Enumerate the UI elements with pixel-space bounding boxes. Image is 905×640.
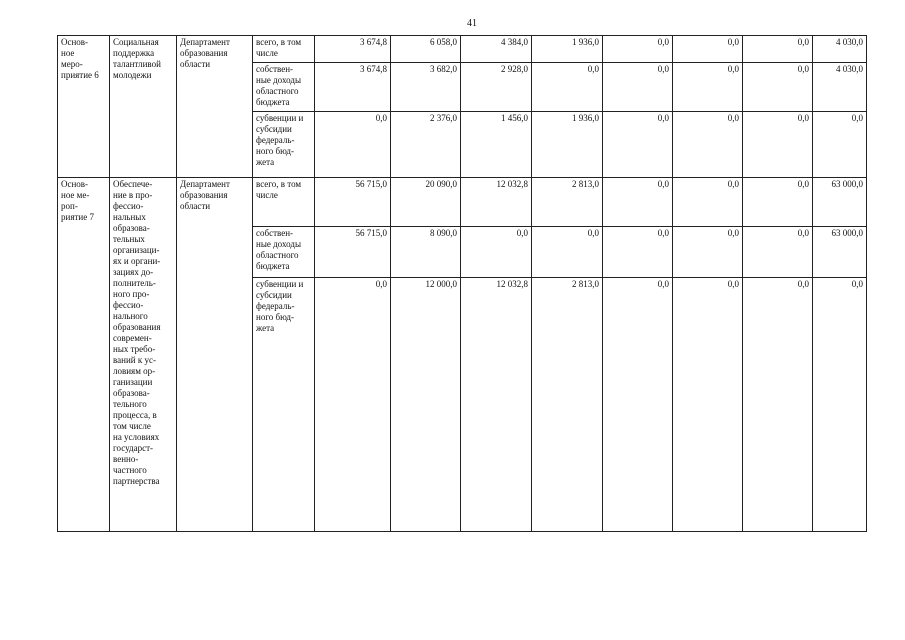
table-row: [58, 178, 867, 227]
value-cell: 8 090,0: [391, 227, 461, 278]
value-cell: 0,0: [603, 112, 673, 178]
value-cell: 0,0: [673, 36, 743, 63]
value-cell: 56 715,0: [315, 178, 391, 227]
event-cell: Основ- ное ме- роп- риятие 7: [58, 178, 110, 532]
value-cell: 0,0: [743, 227, 813, 278]
value-cell: 2 813,0: [532, 178, 603, 227]
value-cell: 3 674,8: [315, 36, 391, 63]
value-cell: 0,0: [603, 63, 673, 112]
value-cell: 3 682,0: [391, 63, 461, 112]
value-cell: 12 000,0: [391, 278, 461, 532]
value-cell: 1 936,0: [532, 36, 603, 63]
event-name-cell: Социальная поддержка талантливой молодежи: [110, 36, 177, 178]
funding-source-cell: собствен- ные доходы областного бюджета: [253, 227, 315, 278]
value-cell: 0,0: [532, 63, 603, 112]
value-cell: 0,0: [673, 63, 743, 112]
value-cell: 0,0: [603, 36, 673, 63]
value-cell: 0,0: [743, 112, 813, 178]
funding-source-cell: субвенции и субсидии федераль- ного бюд- жета: [253, 112, 315, 178]
value-cell: 12 032,8: [461, 278, 532, 532]
value-cell: 4 384,0: [461, 36, 532, 63]
value-cell: 6 058,0: [391, 36, 461, 63]
executor-cell: Департамент образования области: [177, 36, 253, 178]
event-name-cell: Обеспече- ние в про- фессио- нальных образова- тельных организаци- ях и органи- зациях до- полнитель- ного про- фессио- нального образования современ- ных требо- ваний к ус- ловиям ор- ганизации образова- тельного процесса, в том числе на условиях государст- венно- частного партнерства: [110, 178, 177, 532]
value-cell: 4 030,0: [813, 36, 867, 63]
value-cell: 0,0: [743, 63, 813, 112]
value-cell: 2 928,0: [461, 63, 532, 112]
funding-source-cell: субвенции и субсидии федераль- ного бюд- жета: [253, 278, 315, 532]
value-cell: 0,0: [603, 278, 673, 532]
value-cell: 63 000,0: [813, 178, 867, 227]
funding-source-cell: всего, в том числе: [253, 178, 315, 227]
value-cell: 63 000,0: [813, 227, 867, 278]
value-cell: 1 936,0: [532, 112, 603, 178]
value-cell: 0,0: [603, 227, 673, 278]
value-cell: 0,0: [673, 112, 743, 178]
value-cell: 20 090,0: [391, 178, 461, 227]
value-cell: 3 674,8: [315, 63, 391, 112]
value-cell: 0,0: [673, 278, 743, 532]
value-cell: 0,0: [315, 112, 391, 178]
value-cell: 56 715,0: [315, 227, 391, 278]
value-cell: 2 813,0: [532, 278, 603, 532]
executor-cell: Департамент образования области: [177, 178, 253, 532]
funding-source-cell: собствен- ные доходы областного бюджета: [253, 63, 315, 112]
value-cell: 4 030,0: [813, 63, 867, 112]
event-cell: Основ- ное меро- приятие 6: [58, 36, 110, 178]
value-cell: 0,0: [461, 227, 532, 278]
table-row: [58, 36, 867, 63]
page-number: 41: [467, 18, 477, 29]
value-cell: 0,0: [673, 178, 743, 227]
value-cell: 0,0: [813, 112, 867, 178]
budget-table: [57, 35, 867, 532]
value-cell: 2 376,0: [391, 112, 461, 178]
value-cell: 0,0: [743, 278, 813, 532]
value-cell: 0,0: [673, 227, 743, 278]
value-cell: 0,0: [743, 36, 813, 63]
value-cell: 12 032,8: [461, 178, 532, 227]
value-cell: 0,0: [532, 227, 603, 278]
value-cell: 0,0: [603, 178, 673, 227]
value-cell: 0,0: [315, 278, 391, 532]
value-cell: 1 456,0: [461, 112, 532, 178]
funding-source-cell: всего, в том числе: [253, 36, 315, 63]
value-cell: 0,0: [813, 278, 867, 532]
value-cell: 0,0: [743, 178, 813, 227]
